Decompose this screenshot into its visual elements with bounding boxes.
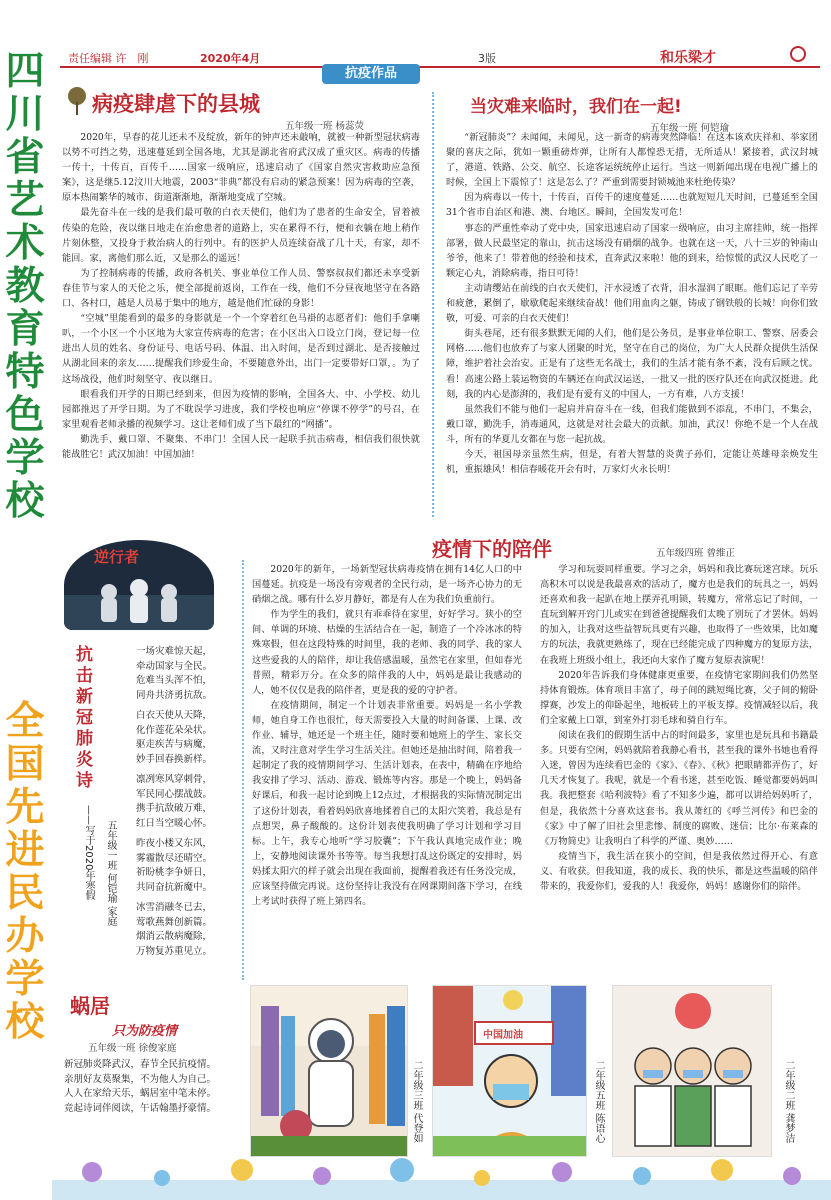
tree-icon (66, 86, 88, 116)
logo-icon (790, 46, 806, 62)
article2-para: 因为病毒以一传十，十传百，百传千的速度蔓延……也就短短几天时间，已蔓延至全国31个省市自治区和港、澳、台地区。瞬间，全国发发可危！ (446, 192, 818, 219)
poem-line: 凛冽寒风穿刺骨， (136, 774, 213, 785)
poem-title: 抗击新冠肺炎诗 (76, 645, 93, 791)
article1-body (62, 130, 420, 525)
paper-name: 和乐梁才 (660, 50, 716, 66)
poem-line: 同舟共济勇抗敌。 (136, 689, 213, 701)
poem-line: 驱走疾苦与病魔， (136, 739, 213, 750)
date-label: 2020年4月 (200, 52, 261, 65)
section-banner: 抗疫作品 (322, 64, 420, 84)
article2-byline: 五年级一班 何铠瑜 (650, 123, 730, 134)
poem-byline: 五年级一班 何铠瑜 家庭 (105, 820, 116, 927)
article2-para: 街头巷尾，还有很多默默无闻的人们，他们是公务员，是事业单位职工、警察、居委会网格……他们也放弃了与家人团聚的时光，坚守在自己的岗位，为广大人民群众提供生活保障，维护着社会治安。正是有了这些无名战士，我们的生活才能有条不紊，没有后顾之忧。看！高速公路上装运物资的车辆还在向武汉运送，一批又一批的医疗队还在向武汉挺进。此刻，我的内心是澎湃的，我们是有爱有义的中国人，一方有难，八方支援！ (446, 328, 818, 400)
poem-line: 红日当空暖心怀。 (136, 817, 213, 829)
poem-body (136, 645, 236, 959)
article1-para: 为了控制病毒的传播，政府各机关、事业单位工作人员、警察叔叔们都还未享受新春佳节与家人的天伦之乐，便全部提前返岗，工作在一线，他们不分昼夜地坚守在各路口、各村口，越是人员易于集中的地方，越是他们忙碌的身影！ (62, 267, 420, 310)
article1-para: 2020年，早春的花儿还未不及绽放，新年的钟声还未敲响，就被一种新型冠状病毒以势不可挡之势，迅速蔓延到全国各地，尤其是湖北省府武汉成了重灾区。病毒的传播一传十，十传百，百传千……国家一级响应，迅速启动了《国家自然灾害救助应急预案》，这是继5.12汶川大地震，2003“非典”都没有启动的紧急预案！因为病毒的空袭，原本热闹繁华的城市、街道渐渐地，渐渐地变成了空城。 (62, 132, 420, 204)
poem-line: 莺歌燕舞创新篇。 (136, 916, 213, 928)
page-header (60, 48, 820, 66)
article3-para: 2020年告诉我们身体健康更重要，在疫情宅家期间我们仍然坚持体育锻炼。体育项目丰富了，母子间的跳短绳比赛，父子间的俯卧撑赛，沙发上的仰卧起坐，地板砖上的平板支撑。疫情减轻以后，我们全家戴上口罩，到室外打羽毛球和骑自行车。 (540, 669, 818, 726)
article3-body-col2 (540, 562, 818, 972)
poem-line: 祈盼桃李争妍日， (136, 867, 213, 878)
poem-line: 昨夜小楼又东风， (136, 838, 213, 849)
poem-line: 危难当头浑不怕， (136, 675, 213, 686)
drawing-1-caption: 二年级三班 代登如 (411, 1060, 422, 1144)
drawing-1 (250, 985, 408, 1157)
article2-para: 主动请缨站在前线的白衣天使们，汗水浸透了衣背，泪水湿润了眼眶。他们忘记了辛劳和疲惫，累倒了，歇歇爬起来继续奋战！他们用血肉之躯，铸成了钢铁般的长城！向你们致敬，可爱、可亲的白衣天使们！ (446, 282, 818, 325)
article4-line: 新冠肺炎降武汉，春节全民抗疫情。 (64, 1059, 217, 1070)
poem-line: 妙手回春换新样。 (136, 753, 213, 765)
drawing-2-banner-text: 中国加油 (483, 1030, 523, 1041)
header-rule (60, 66, 820, 68)
article4-byline: 五年级一班 徐俊家庭 (88, 1043, 177, 1054)
article2-para: 虽然我们不能与他们一起肩并肩奋斗在一线，但我们能做到不添乱，不串门，不集会，戴口罩，勤洗手，消毒通风，这就是对社会最大的贡献。加油，武汉！你绝不是一个人在战斗，所有的华夏儿女都在与您一起抗战。 (446, 403, 818, 445)
poem-image-label: 逆行者 (94, 548, 140, 566)
article4-line: 亲朋好友莫聚集，不为他人为自己。 (64, 1073, 217, 1085)
article3-byline: 五年级四班 曾维正 (656, 548, 736, 559)
footer-decoration (52, 1140, 831, 1200)
poem-line: 共同奋抗新魔中。 (136, 881, 213, 893)
poem-note: ——写于2020年寒假 (83, 805, 94, 901)
article1-para: 眼看我们开学的日期已经到来，但因为疫情的影响，全国各大、中、小学校、幼儿园都推迟了开学日期。为了不耽误学习进度，我们学校也响应“停课不停学”的号召，在家里观看老师录播的视频学习。这让老师们成了当下最红的“网播”。 (62, 388, 420, 430)
article2-para: 事态的严重性牵动了党中央，国家迅速启动了国家一级响应，由习主席挂帅，统一指挥部署，做人民最坚定的靠山，抗击这场没有硝烟的战争。也就在这一天，八十三岁的钟南山爷爷，他来了！带着他的经验和技术，直奔武汉来啦！他的到来，给惊慌的武汉人民吃了一颗定心丸，消除病毒，指日可待！ (446, 222, 818, 279)
article2-para: 今天，祖国母亲虽然生病，但是，有着大智慧的炎黄子孙们，定能让英雄母亲焕发生机，重振雄风！相信春暖花开会有时，万家灯火永长明！ (446, 448, 818, 476)
poem-line: 一场灾难惊天起， (136, 646, 213, 657)
school-title-2: 全国先进民办学校 (5, 699, 45, 1045)
article3-para: 在疫情期间，制定一个计划表非常重要。妈妈是一名小学教师，她自身工作也很忙，每天需要投入大量的时间备课、上课、改作业、辅导，她还是一个班主任，随时要和她班上的学生、家长交流，又时注意对学生学习生活关注。但她还是抽出时间，陪着我一起制定了我的疫情期间学习、生活计划表，在表中，精确在序地给我安排了学习、活动、游戏、锻炼等内容。那是一个晚上，妈妈备好课后，和我一起讨论到晚上12点过，才根据我的实际情况制定出了这份计划表，看着妈妈欣喜地揉着自己的太阳穴笑着，我总是有点想哭，鼻子酸酸的。这份计划表使我明确了学习计划和学习目标。上午，我专心地听“学习胶囊”；下午我认真地完成作业；晚上，安静地阅读课外书等等。每当我想打乱这份既定的安排时，妈妈揉太阳穴的样子就会出现在我面前，提醒着我还有任务没完成，应该坚持做完再说。这份坚持让我没有在网课期间落下学习，在线上考试时获得了班上第四名。 (252, 699, 522, 908)
article1-para: 最先奋斗在一线的是我们最可敬的白衣天使们，他们为了患者的生命安全，冒着被传染的危险，夜以继日地走在治愈患者的道路上，实在累得不行，便和衣躺在地上稍作片刻休整，又投身于救治病人的行列中。有的医护人员连续奋战了几十天，有家，却不能回。家，离他们那么近，又是那么的遥远！ (62, 207, 420, 264)
article4-line: 人人在家给天乐，蜗居室中笔未停。 (64, 1088, 217, 1099)
school-title-1: 四川省艺术教育特色学校 (5, 49, 45, 524)
article1-byline: 五年级一班 杨蕊荧 (285, 121, 365, 132)
drawing-2-caption: 二年级五班 陈语心 (593, 1060, 604, 1144)
poem-line: 万物复苏重见立。 (136, 945, 213, 957)
drawing-2 (432, 985, 587, 1157)
column-divider (242, 560, 244, 980)
poem-line: 携手抗敌破万难， (136, 803, 213, 814)
article3-para: 作为学生的我们，就只有乖乖待在家里，好好学习。狭小的空间、单调的环境、枯燥的生活结合在一起，制造了一个冷冰冰的特殊寒假，但在这段特殊的时间里，我的老师、我的同学、我的家人这些爱我的人的陪伴，却让我倍感温暖，虽然宅在家里，但如春光普照，精彩万分。在众多的陪伴我的人中，妈妈是最让我感动的人，她不仅仅是我的陪伴者，更是我的爱的守护者。 (252, 609, 522, 696)
article3-para: 2020年的新年，一场新型冠状病毒疫情在拥有14亿人口的中国蔓延。抗疫是一场没有旁观者的全民行动，是一场齐心协力的无硝烟之战。哪有什么岁月静好，都是有人在为我们负重前行。 (252, 564, 522, 606)
drawing-3-caption: 二年级二班 龚梦洁 (783, 1060, 794, 1144)
poem-line: 冰雪消融冬已去， (136, 902, 213, 913)
article4-title: 蜗居 (70, 994, 110, 1018)
article3-title: 疫情下的陪伴 (432, 537, 552, 561)
article2-body (446, 130, 818, 518)
article4-subtitle: 只为防疫情 (112, 1024, 178, 1039)
article4-body (64, 1058, 238, 1116)
column-divider (432, 92, 434, 517)
poem-illustration (64, 540, 214, 630)
poem-line: 军民同心摆战鼓。 (136, 788, 213, 800)
poem-line: 雾霾散尽还晴空。 (136, 852, 213, 864)
article2-para: “新冠肺炎”？未闻闻，未闻见，这一新奇的病毒突然降临！在这本该欢庆祥和、举家团聚的喜庆之际，犹如一颗重磅炸弹，让所有人都惶恐无措，无所适从！紧接着，武汉封城了，港道、铁路、公交、航空、长途客运统统停止运行。当这一则新闻出现在电视广播上的时候，全国上下震惊了！这是怎么了？严重到需要封锁城池来杜绝传染？ (446, 132, 818, 189)
poem-line: 化作莲花朵朵状。 (136, 724, 213, 736)
article1-title: 病疫肆虐下的县城 (92, 92, 260, 116)
poem-line: 牵动国家与全民。 (136, 660, 213, 672)
edition-label: 3版 (478, 52, 496, 65)
editor-label: 责任编辑 许 刚 (68, 52, 149, 65)
sidebar (0, 0, 52, 1200)
article2-title: 当灾难来临时，我们在一起! (470, 97, 682, 117)
article3-para: 学习和玩耍同样重要。学习之余，妈妈和我比赛玩迷宫球。玩乐高积木可以说是我最喜欢的活动了，魔方也是我们的玩具之一，妈妈还喜欢和我一起趴在地上摆弄孔明锁，转魔方，常常忘记了时间，一直玩到解开窍门儿或实在到爸爸提醒我们太晚了别玩了才罢休。妈妈的加入，让我对这些益智玩具更有兴趣，也取得了一些效果，比如魔方的玩法，我就更熟练了，现在已经能完成了四种魔方的复原方法，在我班上班级小组上，我还向大家作了魔方复原表演呢！ (540, 564, 818, 666)
poem-line: 白衣天使从天降， (136, 710, 213, 721)
article3-para: 疫情当下，我生活在狭小的空间，但是我依然过得开心、有意义、有收获。但我知道，我的成长、我的快乐，都是这些温暖的陪伴带来的，我爱你们，爱我的人！我爱你，妈妈！感谢你们的陪伴。 (540, 850, 818, 892)
article1-para: 勤洗手、戴口罩、不聚集、不串门！全国人民一起联手抗击病毒，相信我们很快就能战胜它！武汉加油！中国加油！ (62, 433, 420, 460)
article3-para: 阅读在我们的假期生活中占的时间最多，家里也是玩具和书籍最多。只要有空闲，妈妈就陪着我静心看书，甚至我的课外书她也看得入迷，曾因为连续看巴金的《家》、《春》、《秋》把眼睛都弄伤了，好几天才恢复了。我呢，就是一个看书迷，甚至吃饭、睡觉都要妈妈叫我。我把整套《哈利波特》看了不知多少遍，都可以讲给妈妈听了，但是，我依然十分喜欢这套书。我从萧红的《呼兰河传》和巴金的《家》中了解了旧社会里悲惨、制度的腐败、迷信；比尔·布莱森的《万物简史》让我明白了科学的严谨、奥妙…… (540, 730, 818, 847)
poem-line: 烟消云散病魔除， (136, 931, 213, 942)
article1-para: “空城”里能看到的最多的身影就是一个一个穿着红色马褂的志愿者们：他们手拿喇叭，一个小区一个小区地为大家宣传病毒的危害；在小区出入口设立门岗，登记每一位进出人员的姓名、身份证号、电话号码、体温、出入时间，是否到过湖北、是否接触过从湖北回来的亲友……提醒我们珍爱生命，不要随意外出，出门一定要带好口罩，。为了这场战役，他们时刻坚守、夜以继日。 (62, 313, 420, 385)
article3-body-col1 (252, 562, 522, 972)
drawing-3 (612, 985, 772, 1157)
article4-line: 竞起诗词伴阅读，午话翰墨抒豪情。 (64, 1102, 217, 1114)
